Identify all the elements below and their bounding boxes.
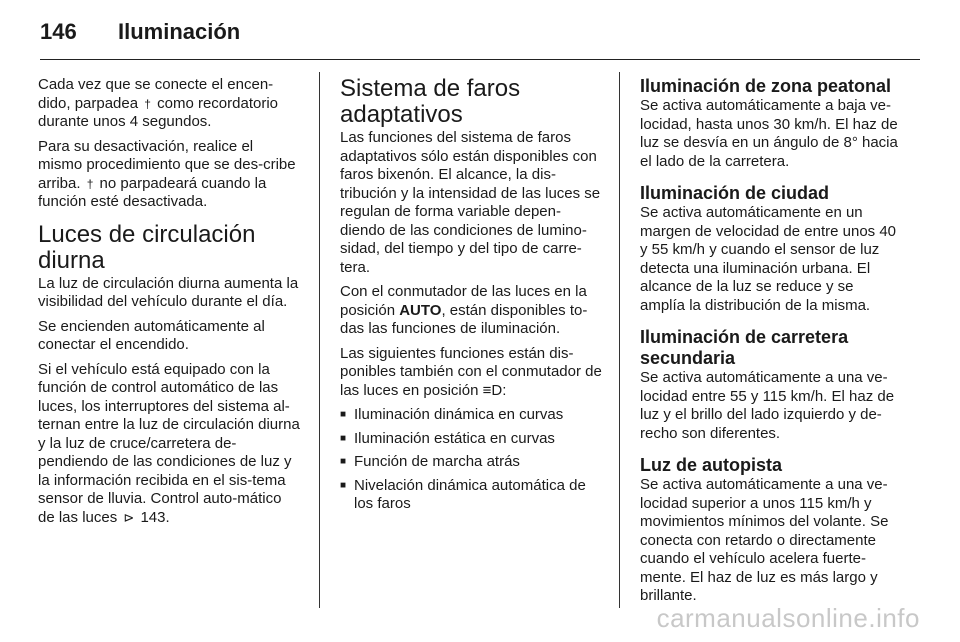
daytime-light-indicator-icon: † <box>144 96 151 111</box>
paragraph: Las funciones del sistema de faros adaptativos sólo están disponibles con faros bixenón. El alcance, la dis-tribución y la intensidad de las luces se regulan de forma variable depen-diendo de las condiciones de lumino-sidad, del tiempo y del tipo de carre-tera. <box>340 129 601 276</box>
section-heading-sistema: Sistema de faros adaptativos <box>340 75 521 128</box>
subheading-carretera-secundaria: Iluminación de carretera secundaria <box>640 327 849 368</box>
column-left <box>38 76 300 533</box>
header-rule <box>40 59 920 60</box>
list-item: ■ Nivelación dinámica automática de los faros <box>340 477 604 514</box>
daytime-light-indicator-icon: † <box>86 176 94 191</box>
paragraph: Se activa automáticamente a una ve-locidad superior a unos 115 km/h y movimientos mínimos del volante. Se conecta con retardo o directamente cuando el vehículo acelera fuerte-mente. El haz de luz es más largo y brillante. <box>640 476 889 604</box>
paragraph: La luz de circulación diurna aumenta la visibilidad del vehículo durante el día. <box>38 274 299 310</box>
section-heading-luces: Luces de circulación diurna <box>38 220 256 274</box>
column-middle <box>340 76 604 519</box>
paragraph: Se activa automáticamente a una ve-locidad entre 55 y 115 km/h. El haz de luz y el brillo del lado izquierdo y de-recho son diferentes. <box>640 369 895 442</box>
page-number: 146 <box>40 19 77 44</box>
page-header <box>40 12 240 52</box>
list-item: ■ Iluminación dinámica en curvas <box>340 406 604 425</box>
column-divider <box>619 72 620 608</box>
subheading-zona-peatonal: Iluminación de zona peatonal <box>640 76 892 96</box>
paragraph: Si el vehículo está equipado con la función de control automático de las luces, los interruptores del sistema al-ternan entre la luz de circulación diurna y la luz de cruce/carretera de-pendiendo de las condiciones de luz y la información recibida en el sis-tema sensor de lluvia. Control auto-mático de las luces ⊳ 143. <box>38 360 300 526</box>
paragraph: Cada vez que se conecte el encen-dido, parpadea † como recordatorio durante unos 4 segundos. <box>38 76 279 130</box>
column-right <box>640 76 902 612</box>
page-title: Iluminación <box>118 19 241 44</box>
paragraph: Con el conmutador de las luces en la posición AUTO, están disponibles to-das las funciones de iluminación. <box>340 283 588 337</box>
subheading-autopista: Luz de autopista <box>640 455 783 475</box>
column-divider <box>319 72 320 608</box>
paragraph: Las siguientes funciones están dis-ponibles también con el conmutador de las luces en posición ≡D: <box>340 344 602 399</box>
watermark-text: carmanualsonline.info <box>656 603 920 633</box>
list-item: ■ Iluminación estática en curvas <box>340 430 604 449</box>
page-reference-link[interactable]: 143. <box>136 508 170 526</box>
page-reference-icon[interactable]: ⊳ <box>123 509 135 525</box>
list-item: ■ Función de marcha atrás <box>340 453 604 472</box>
paragraph: Para su desactivación, realice el mismo procedimiento que se des-cribe arriba. † no parpadeará cuando la función esté desactivada. <box>38 137 296 210</box>
headlight-icon: ≡D <box>482 381 503 399</box>
paragraph: Se encienden automáticamente al conectar el encendido. <box>38 317 265 353</box>
function-list <box>340 406 604 514</box>
paragraph: Se activa automáticamente a baja ve-locidad, hasta unos 30 km/h. El haz de luz se desvía en un ángulo de 8° hacia el lado de la carretera. <box>640 97 898 170</box>
subheading-ciudad: Iluminación de ciudad <box>640 183 830 203</box>
paragraph: Se activa automáticamente en un margen de velocidad de entre unos 40 y 55 km/h y cuando el sensor de luz detecta una iluminación urbana. El alcance de la luz se reduce y se amplía la distribución de la misma. <box>640 204 897 314</box>
auto-label: AUTO <box>399 301 442 319</box>
